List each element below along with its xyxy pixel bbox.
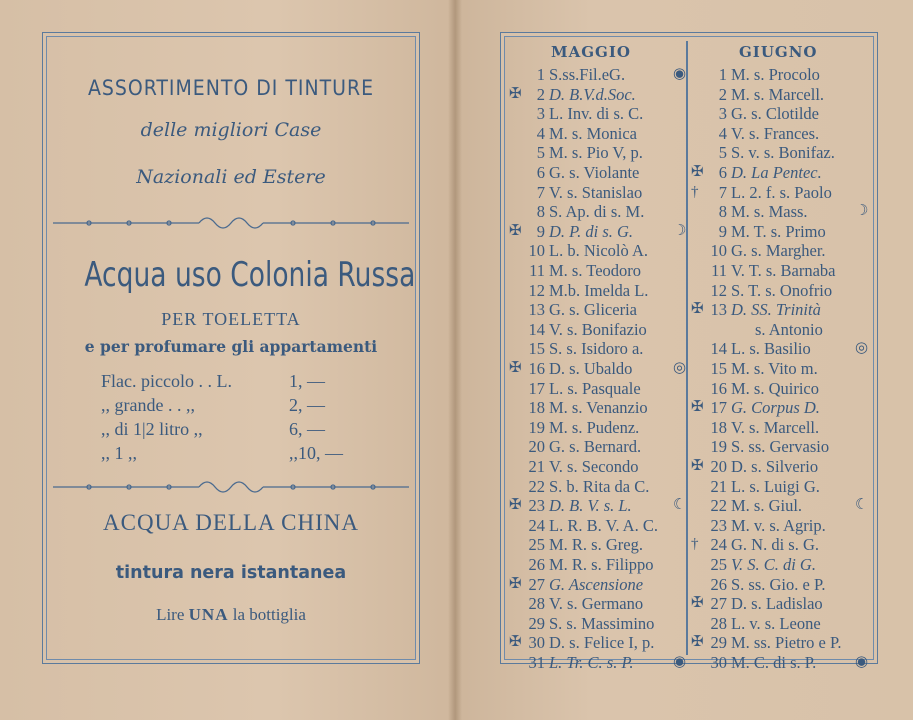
moon-phase-icon: ◉ bbox=[673, 654, 687, 670]
calendar-day-row bbox=[691, 653, 871, 673]
calendar-day-row bbox=[691, 359, 871, 379]
day-entry: s. Antonio bbox=[755, 319, 823, 339]
day-entry: S. T. s. Onofrio bbox=[731, 280, 833, 300]
day-number: 16 bbox=[710, 378, 727, 398]
feast-symbol: ✠ bbox=[509, 575, 522, 592]
day-number: 23 bbox=[710, 515, 727, 535]
day-number: 6 bbox=[718, 163, 727, 182]
day-number: 15 bbox=[528, 339, 545, 359]
calendar-day-row bbox=[509, 320, 689, 340]
month-heading-maggio: MAGGIO bbox=[551, 43, 631, 61]
day-entry: L. s. Basilio bbox=[731, 339, 811, 359]
calendar-day-row bbox=[691, 281, 871, 301]
calendar-day-row bbox=[691, 320, 871, 340]
day-entry: V. s. Bonifazio bbox=[549, 319, 647, 339]
day-number: 17 bbox=[528, 378, 545, 398]
day-number: 11 bbox=[529, 261, 545, 280]
day-entry: V. s. Germano bbox=[549, 594, 644, 614]
day-entry: M. R. s. Greg. bbox=[549, 535, 643, 555]
day-number: 4 bbox=[718, 123, 727, 143]
calendar-day-row bbox=[509, 477, 689, 497]
day-number: 28 bbox=[710, 613, 727, 633]
calendar-day-row bbox=[509, 614, 689, 634]
calendar-day-row bbox=[509, 379, 689, 399]
feast-symbol: ✠ bbox=[509, 634, 522, 651]
day-entry: V. s. Stanislao bbox=[549, 182, 643, 202]
calendar-day-row bbox=[691, 575, 871, 595]
calendar-day-row bbox=[509, 575, 689, 595]
day-entry: L. s. Pasquale bbox=[549, 378, 641, 398]
calendar-day-row bbox=[509, 85, 689, 105]
ad-heading: ASSORTIMENTO DI TINTURE bbox=[87, 76, 375, 100]
feast-symbol: ✠ bbox=[509, 497, 522, 514]
month-heading-giugno: GIUGNO bbox=[739, 43, 818, 61]
day-number: 8 bbox=[536, 202, 545, 222]
calendar-day-row bbox=[691, 614, 871, 634]
moon-phase-icon: ☾ bbox=[855, 497, 869, 514]
day-number: 2 bbox=[536, 84, 545, 104]
day-number: 13 bbox=[710, 300, 727, 320]
day-entry: V. s. Marcell. bbox=[731, 417, 820, 437]
day-number: 5 bbox=[718, 143, 727, 163]
calendar-day-row bbox=[509, 281, 689, 301]
day-number: 19 bbox=[528, 417, 545, 437]
calendar-day-row bbox=[691, 163, 871, 183]
day-number: 24 bbox=[710, 535, 727, 555]
day-number: 10 bbox=[528, 241, 545, 261]
calendar-day-row bbox=[691, 65, 871, 85]
day-entry: D. B. V. s. L. bbox=[549, 496, 632, 516]
day-entry: G. s. Violante bbox=[549, 163, 640, 182]
calendar-day-row bbox=[509, 124, 689, 144]
day-number: 1 bbox=[718, 65, 727, 84]
day-number: 29 bbox=[710, 633, 727, 653]
calendar-day-row bbox=[691, 379, 871, 399]
feast-symbol: † bbox=[691, 183, 699, 200]
day-number: 9 bbox=[718, 221, 727, 241]
day-entry: L. Tr. C. s. P. bbox=[549, 653, 634, 672]
calendar-day-row bbox=[509, 633, 689, 653]
day-number: 25 bbox=[528, 535, 545, 555]
calendar-day-row bbox=[509, 653, 689, 673]
feast-symbol: ✠ bbox=[509, 360, 522, 376]
day-entry: M. s. Quirico bbox=[731, 378, 819, 398]
book-gutter bbox=[448, 0, 462, 720]
day-entry: L. s. Luigi G. bbox=[731, 476, 820, 496]
day-entry: M. C. di s. P. bbox=[731, 653, 817, 672]
day-entry: D. s. Felice I, p. bbox=[549, 633, 655, 653]
product-china-description: tintura nera istantanea bbox=[115, 563, 347, 583]
calendar-day-row bbox=[509, 163, 689, 183]
day-entry: M. s. Venanzio bbox=[549, 398, 648, 418]
day-entry: V. S. C. di G. bbox=[731, 555, 816, 574]
day-number: 8 bbox=[718, 202, 727, 222]
ornament-divider-bottom bbox=[49, 478, 413, 496]
day-number: 2 bbox=[718, 84, 727, 104]
day-number: 20 bbox=[710, 457, 727, 476]
day-entry: D. P. di s. G. bbox=[549, 221, 634, 241]
calendar-day-row bbox=[509, 241, 689, 261]
calendar-day-row bbox=[691, 418, 871, 438]
advertisement-panel bbox=[42, 32, 420, 664]
calendar-day-row bbox=[509, 300, 689, 320]
moon-phase-icon: ☽ bbox=[855, 203, 869, 220]
day-entry: M. R. s. Filippo bbox=[549, 555, 654, 574]
day-entry: M. s. Teodoro bbox=[549, 261, 642, 280]
feast-symbol: ✠ bbox=[509, 222, 522, 239]
moon-phase-icon: ◉ bbox=[855, 654, 869, 670]
day-entry: V. s. Secondo bbox=[549, 457, 639, 476]
day-number: 6 bbox=[536, 163, 545, 182]
calendar-day-row bbox=[509, 143, 689, 163]
calendar-day-row bbox=[509, 65, 689, 85]
feast-symbol: ✠ bbox=[691, 399, 704, 416]
day-entry: M. s. Giul. bbox=[731, 496, 803, 516]
calendar-day-row bbox=[509, 516, 689, 536]
day-number: 12 bbox=[528, 280, 545, 300]
day-number: 11 bbox=[711, 261, 727, 280]
calendar-day-row bbox=[691, 437, 871, 457]
day-number: 23 bbox=[528, 496, 545, 516]
day-number: 22 bbox=[710, 496, 727, 516]
day-entry: S. ss. Gervasio bbox=[731, 437, 830, 457]
calendar-day-row bbox=[691, 143, 871, 163]
day-number: 12 bbox=[710, 280, 727, 300]
day-entry: G. s. Bernard. bbox=[549, 437, 642, 457]
day-entry: D. s. Silverio bbox=[731, 457, 819, 476]
day-number: 14 bbox=[710, 339, 727, 359]
day-entry: M. s. Vito m. bbox=[731, 359, 818, 378]
day-entry: D. La Pentec. bbox=[731, 163, 822, 182]
day-number: 21 bbox=[528, 457, 545, 476]
day-number: 14 bbox=[528, 319, 545, 339]
calendar-day-row bbox=[509, 457, 689, 477]
day-entry: M. s. Pudenz. bbox=[549, 417, 640, 437]
calendar-day-row bbox=[691, 222, 871, 242]
day-entry: V. T. s. Barnaba bbox=[731, 261, 836, 280]
feast-symbol: ✠ bbox=[691, 634, 704, 651]
moon-phase-icon: ◎ bbox=[673, 360, 687, 376]
calendar-day-row bbox=[691, 202, 871, 222]
calendar-day-row bbox=[509, 437, 689, 457]
day-entry: S. v. s. Bonifaz. bbox=[731, 143, 835, 163]
day-entry: L. Inv. di s. C. bbox=[549, 104, 644, 124]
day-entry: G. Corpus D. bbox=[731, 398, 820, 418]
day-entry: G. Ascensione bbox=[549, 574, 644, 594]
day-number: 26 bbox=[528, 555, 545, 574]
day-number: 21 bbox=[710, 476, 727, 496]
day-entry: S. s. Massimino bbox=[549, 613, 655, 633]
calendar-day-row bbox=[691, 183, 871, 203]
day-entry: M. ss. Pietro e P. bbox=[731, 633, 842, 653]
day-entry: S. ss. Gio. e P. bbox=[731, 574, 826, 594]
feast-symbol: ✠ bbox=[691, 301, 704, 318]
day-number: 22 bbox=[528, 476, 545, 496]
moon-phase-icon: ◎ bbox=[855, 340, 869, 357]
ad-subheading-2: Nazionali ed Estere bbox=[136, 166, 326, 188]
day-entry: D. SS. Trinità bbox=[731, 300, 821, 320]
day-number: 15 bbox=[710, 359, 727, 378]
day-entry: M. v. s. Agrip. bbox=[731, 515, 826, 535]
day-number: 19 bbox=[710, 437, 727, 457]
day-entry: S. Ap. di s. M. bbox=[549, 202, 645, 222]
day-number: 7 bbox=[718, 182, 727, 202]
day-number: 28 bbox=[528, 594, 545, 614]
day-number: 4 bbox=[536, 123, 545, 143]
calendar-day-row bbox=[691, 124, 871, 144]
moon-phase-icon: ◉ bbox=[673, 66, 687, 82]
day-entry: M. s. Procolo bbox=[731, 65, 820, 84]
calendar-day-row bbox=[509, 359, 689, 379]
day-entry: L. b. Nicolò A. bbox=[549, 241, 648, 261]
calendar-day-row bbox=[691, 594, 871, 614]
day-entry: S.ss.Fil.eG. bbox=[549, 65, 626, 84]
feast-symbol: ✠ bbox=[509, 85, 522, 102]
day-number: 20 bbox=[528, 437, 545, 457]
calendar-day-row bbox=[691, 535, 871, 555]
day-entry: L. R. B. V. A. C. bbox=[549, 515, 658, 535]
calendar-day-row bbox=[509, 339, 689, 359]
calendar-day-row bbox=[691, 633, 871, 653]
day-number: 27 bbox=[710, 594, 727, 614]
calendar-day-row bbox=[509, 261, 689, 281]
product-name-china: ACQUA DELLA CHINA bbox=[103, 510, 359, 535]
product-description: e per profumare gli appartamenti bbox=[84, 337, 378, 356]
day-number: 26 bbox=[710, 574, 727, 594]
price-row: ,, grande . . ,, 2, — bbox=[101, 395, 325, 415]
ad-subheading-1: delle migliori Case bbox=[140, 119, 322, 141]
day-number: 9 bbox=[536, 221, 545, 241]
day-number: 3 bbox=[536, 104, 545, 124]
day-entry: G. s. Margher. bbox=[731, 241, 826, 261]
day-entry: G. N. di s. G. bbox=[731, 535, 820, 555]
moon-phase-icon: ☽ bbox=[673, 222, 687, 239]
day-entry: M. s. Monica bbox=[549, 123, 637, 143]
calendar-day-row bbox=[691, 241, 871, 261]
day-number: 10 bbox=[710, 241, 727, 261]
calendar-day-row bbox=[691, 261, 871, 281]
day-number: 25 bbox=[710, 555, 727, 574]
price-row: ,, 1 ,, ,,10, — bbox=[101, 443, 343, 463]
calendar-day-row bbox=[509, 535, 689, 555]
calendar-day-row bbox=[509, 555, 689, 575]
day-number: 30 bbox=[528, 633, 545, 653]
day-number: 24 bbox=[528, 515, 545, 535]
day-entry: L. 2. f. s. Paolo bbox=[731, 182, 832, 202]
product-name-colonia: Acqua uso Colonia Russa bbox=[84, 255, 416, 295]
day-entry: M. s. Marcell. bbox=[731, 84, 825, 104]
calendar-day-row bbox=[691, 85, 871, 105]
price-row: Flac. piccolo . . L. 1, — bbox=[101, 371, 325, 391]
day-entry: V. s. Frances. bbox=[731, 123, 820, 143]
ornament-divider-top bbox=[49, 214, 413, 232]
product-china-price: Lire UNA la bottiglia bbox=[156, 605, 306, 624]
day-entry: M.b. Imelda L. bbox=[549, 280, 649, 300]
calendar-day-row bbox=[691, 457, 871, 477]
day-number: 7 bbox=[536, 182, 545, 202]
calendar-day-row bbox=[691, 555, 871, 575]
calendar-day-row bbox=[509, 594, 689, 614]
calendar-day-row bbox=[509, 398, 689, 418]
calendar-day-row bbox=[509, 104, 689, 124]
day-entry: D. s. Ladislao bbox=[731, 594, 823, 614]
day-number: 29 bbox=[528, 613, 545, 633]
day-number: 1 bbox=[536, 65, 545, 84]
day-number: 16 bbox=[528, 359, 545, 378]
day-number: 5 bbox=[536, 143, 545, 163]
calendar-day-row bbox=[509, 202, 689, 222]
day-number: 31 bbox=[528, 653, 545, 672]
feast-symbol: † bbox=[691, 536, 699, 553]
day-number: 18 bbox=[528, 398, 545, 418]
calendar-day-row bbox=[691, 104, 871, 124]
feast-symbol: ✠ bbox=[691, 458, 704, 474]
day-number: 3 bbox=[718, 104, 727, 124]
calendar-day-row bbox=[691, 516, 871, 536]
price-row: ,, di 1|2 litro ,, 6, — bbox=[101, 419, 325, 439]
calendar-day-row bbox=[509, 496, 689, 516]
day-entry: S. s. Isidoro a. bbox=[549, 339, 644, 359]
calendar-day-row bbox=[691, 496, 871, 516]
day-entry: M. T. s. Primo bbox=[731, 221, 826, 241]
day-entry: M. s. Mass. bbox=[731, 202, 808, 222]
day-number: 17 bbox=[710, 398, 727, 418]
moon-phase-icon: ☾ bbox=[673, 497, 687, 514]
day-entry: G. s. Gliceria bbox=[549, 300, 637, 320]
calendar-day-row bbox=[691, 477, 871, 497]
calendar-day-row bbox=[691, 339, 871, 359]
day-number: 27 bbox=[528, 574, 545, 594]
day-number: 18 bbox=[710, 417, 727, 437]
day-entry: D. B.V.d.Soc. bbox=[549, 84, 636, 104]
day-number: 13 bbox=[528, 300, 545, 320]
calendar-day-row bbox=[691, 300, 871, 320]
calendar-day-row bbox=[509, 418, 689, 438]
day-number: 30 bbox=[710, 653, 727, 672]
day-entry: L. v. s. Leone bbox=[731, 613, 821, 633]
day-entry: D. s. Ubaldo bbox=[549, 359, 633, 378]
day-entry: G. s. Clotilde bbox=[731, 104, 820, 124]
day-entry: S. b. Rita da C. bbox=[549, 476, 650, 496]
feast-symbol: ✠ bbox=[691, 595, 704, 612]
calendar-day-row bbox=[509, 183, 689, 203]
calendar-day-row bbox=[509, 222, 689, 242]
product-subtitle: PER TOELETTA bbox=[161, 309, 301, 329]
calendar-panel bbox=[500, 32, 878, 672]
feast-symbol: ✠ bbox=[691, 164, 704, 180]
day-entry: M. s. Pio V, p. bbox=[549, 143, 643, 163]
calendar-day-row bbox=[691, 398, 871, 418]
